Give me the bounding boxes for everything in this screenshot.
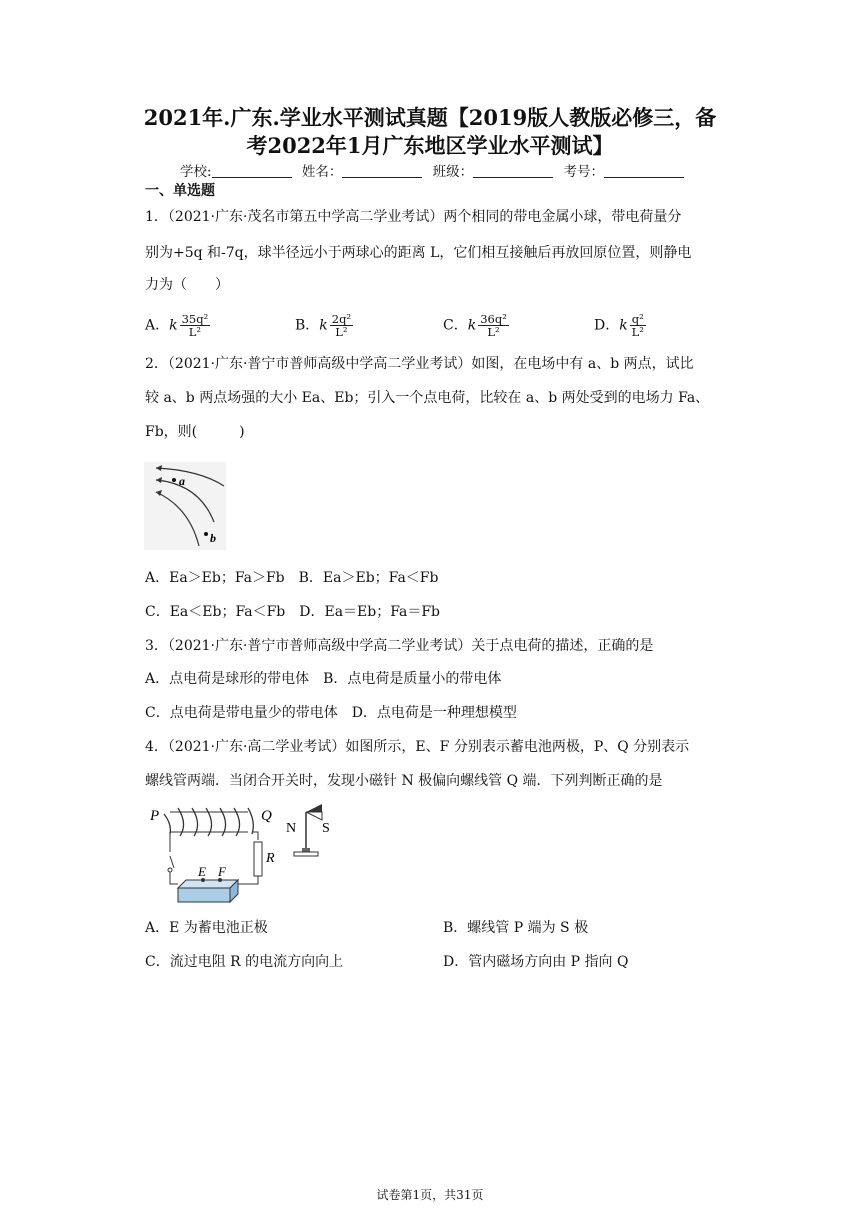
- q2-line-1: 2．（2021·广东·普宁市普师高级中学高二学业考试）如图，在电场中有 a、b 两点，试比: [145, 356, 694, 372]
- student-info-row: [180, 160, 690, 180]
- end-q-label: Q: [261, 808, 272, 824]
- name-field[interactable]: [342, 163, 422, 178]
- q3-line-1: 3．（2021·广东·普宁市普师高级中学高二学业考试）关于点电荷的描述，正确的是: [145, 638, 654, 654]
- q2-options-row-2[interactable]: C．Ea＜Eb；Fa＜Fb D．Ea＝Eb；Fa＝Fb: [145, 604, 441, 620]
- needle-n-label: N: [286, 821, 297, 836]
- exam-no-label: 考号：: [563, 164, 604, 180]
- q1-option-c[interactable]: C．k $\frac{\text{36q²}}{\text{L²}}$: [443, 312, 507, 339]
- compass-needle-icon: [294, 804, 322, 856]
- exam-no-field[interactable]: [604, 163, 684, 178]
- point-b-label: b: [210, 531, 216, 545]
- q1-line-3: 力为（ ）: [145, 277, 229, 293]
- section-heading: 一、单选题: [145, 183, 215, 199]
- q4-option-c[interactable]: C．流过电阻 R 的电流方向向上: [145, 954, 344, 970]
- school-label: 学校:: [180, 164, 212, 180]
- terminal-e-label: E: [198, 864, 206, 879]
- q1-line-2: 别为+5q 和-7q，球半径远小于两球心的距离 L，它们相互接触后再放回原位置，则静电: [145, 245, 692, 261]
- title-line-1: 2021年.广东.学业水平测试真题【2019版人教版必修三，备: [143, 105, 717, 130]
- q4-option-a[interactable]: A．E 为蓄电池正极: [145, 920, 268, 936]
- terminal-f-label: F: [218, 864, 226, 879]
- class-label: 班级：: [432, 164, 474, 180]
- point-a-label: a: [179, 474, 185, 488]
- q1-option-d[interactable]: D．k $\frac{\text{q²}}{\text{L²}}$: [594, 312, 644, 339]
- battery-icon: [178, 878, 238, 902]
- end-p-label: P: [150, 808, 160, 824]
- q1-option-a[interactable]: A．k $\frac{\text{35q²}}{\text{L²}}$: [145, 312, 209, 339]
- solenoid-circuit-figure: [148, 802, 358, 906]
- q2-line-3: Fb，则( ): [145, 424, 245, 440]
- needle-s-label: S: [322, 821, 330, 836]
- resistor-r-label: R: [266, 851, 275, 866]
- q3-options-row-1[interactable]: A．点电荷是球形的带电体 B．点电荷是质量小的带电体: [145, 671, 502, 687]
- circuit-wire: [170, 832, 258, 884]
- title-line-2: 考2022年1月广东地区学业水平测试】: [246, 133, 614, 158]
- electric-field-figure: [144, 462, 226, 550]
- q4-line-1: 4．（2021·广东·高二学业考试）如图所示，E、F 分别表示蓄电池两极，P、Q 分别表示: [145, 739, 690, 755]
- q4-line-2: 螺线管两端．当闭合开关时，发现小磁针 N 极偏向螺线管 Q 端．下列判断正确的是: [145, 773, 663, 789]
- q4-option-b[interactable]: B．螺线管 P 端为 S 极: [443, 920, 589, 936]
- class-field[interactable]: [473, 163, 553, 178]
- q1-line-1: 1．（2021·广东·茂名市第五中学高二学业考试）两个相同的带电金属小球，带电荷量分: [145, 209, 682, 225]
- q1-option-b[interactable]: B．k $\frac{\text{2q²}}{\text{L²}}$: [295, 312, 352, 339]
- resistor-r: [254, 842, 262, 876]
- name-label: 姓名：: [301, 164, 343, 180]
- switch-icon: [168, 868, 172, 872]
- solenoid: [164, 808, 253, 836]
- q4-option-d[interactable]: D．管内磁场方向由 P 指向 Q: [443, 954, 629, 970]
- q2-options-row-1[interactable]: A．Ea＞Eb；Fa＞Fb B．Ea＞Eb；Fa＜Fb: [145, 570, 439, 586]
- q2-line-2: 较 a、b 两点场强的大小 Ea、Eb；引入一个点电荷，比较在 a、b 两处受到的电场力 Fa、: [145, 390, 710, 406]
- q3-options-row-2[interactable]: C．点电荷是带电量少的带电体 D．点电荷是一种理想模型: [145, 705, 517, 721]
- page-footer: 试卷第1页，共31页: [376, 1188, 484, 1202]
- school-field[interactable]: [212, 163, 292, 178]
